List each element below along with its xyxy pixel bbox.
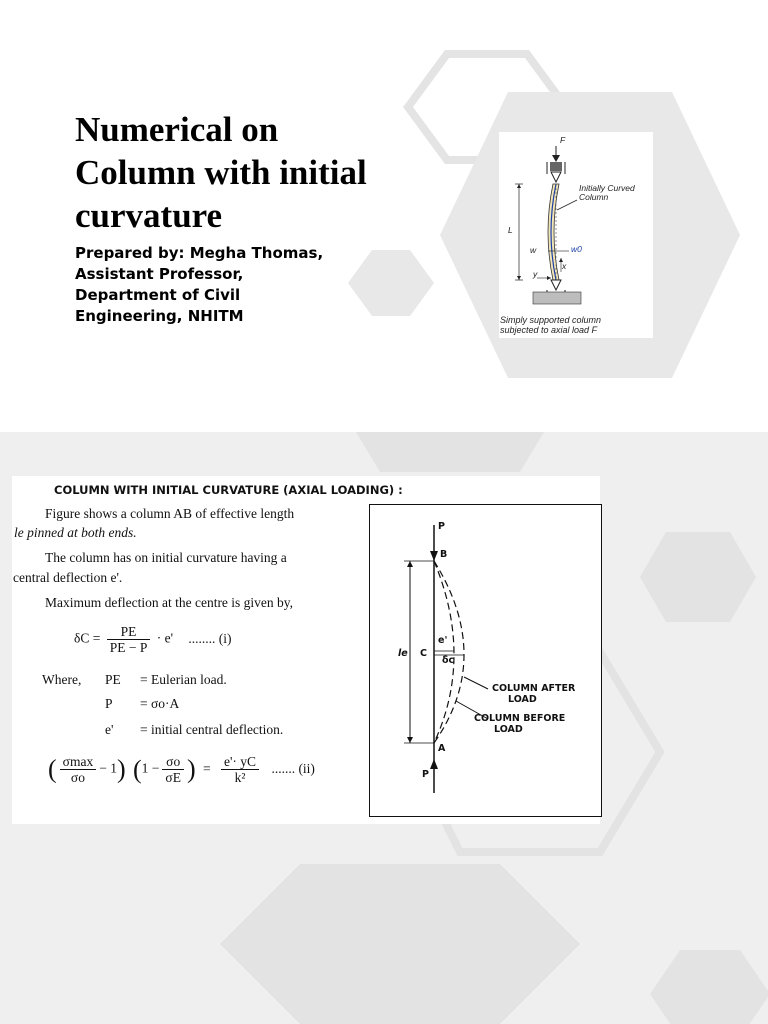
paragraph-line: central deflection e'. (13, 570, 123, 585)
textbook-scan (12, 476, 600, 824)
column-diagram (369, 504, 602, 817)
length-label: L (508, 225, 513, 235)
curve-label: Initially Curved Column (579, 183, 635, 202)
after-load-label: COLUMN AFTER (492, 683, 576, 694)
equation-tag: ....... (ii) (271, 760, 315, 776)
definition-symbol: e' (105, 722, 114, 737)
equation-rhs: · e' (156, 630, 174, 646)
fraction: $\frac{e'\cdot yC}{\text{k²}}$ (221, 754, 259, 785)
paragraph-line: Figure shows a column AB of effective length (45, 506, 295, 521)
paragraph-line: le pinned at both ends. (14, 525, 137, 540)
paragraph-line: The column has on initial curvature having a (45, 550, 287, 565)
point-a: A (438, 743, 446, 754)
slide-blank (0, 864, 768, 1024)
definition-symbol: P (105, 696, 113, 711)
fraction: $\frac{\sigma o}{\sigma E}$ (162, 754, 184, 785)
w-label: w (530, 245, 537, 255)
definition-symbol: PE (105, 672, 121, 687)
e-prime-label: e' (438, 635, 448, 646)
definition-text: = σo·A (140, 696, 180, 711)
before-load-label: LOAD (494, 724, 523, 735)
effective-length-label: le (398, 648, 408, 659)
equation-lhs: δC = (74, 630, 101, 646)
hexagon-background (0, 864, 768, 1024)
figure-caption: Simply supported column subjected to axial load F (500, 315, 602, 335)
load-p-top: P (438, 521, 445, 532)
author-info: Prepared by: Megha Thomas, Assistant Professor, Department of Civil Engineering, NHITM (75, 244, 324, 325)
load-p-bottom: P (422, 769, 429, 780)
where-label: Where, (42, 672, 82, 687)
x-label: x (562, 261, 567, 271)
load-label: F (560, 135, 566, 145)
fraction: $\frac{\sigma\max}{\sigma o}$ (60, 754, 97, 785)
equation-tag: ........ (i) (188, 630, 232, 646)
point-c: C (420, 648, 427, 659)
slide-title (0, 0, 768, 432)
delta-c-label: δc (442, 655, 455, 666)
slide-title-text: Numerical on Column with initial curvature (75, 110, 367, 235)
after-load-label: LOAD (508, 694, 537, 705)
fraction: $\frac{PE}{PE - P}$ (107, 624, 151, 655)
slide-content (0, 432, 768, 864)
point-b: B (440, 549, 448, 560)
equation-2: ( $\frac{\sigma\max}{\sigma o}$ − 1) (1 − $\frac{\sigma o}{\sigma E}$ ) = $\frac{e'\cdot yC}{\text{k²}}$ ....... (ii) (48, 754, 315, 785)
section-heading: COLUMN WITH INITIAL CURVATURE (AXIAL LOADING) : (54, 483, 403, 497)
equation-1 (74, 624, 232, 655)
before-load-label: COLUMN BEFORE (474, 713, 566, 724)
w0-label: w0 (571, 244, 582, 254)
definition-text: = Eulerian load. (140, 672, 227, 687)
curved-column-figure (499, 132, 653, 338)
definition-text: = initial central deflection. (140, 722, 284, 737)
y-label: y (533, 269, 538, 279)
paragraph-line: Maximum deflection at the centre is given by, (45, 595, 294, 610)
